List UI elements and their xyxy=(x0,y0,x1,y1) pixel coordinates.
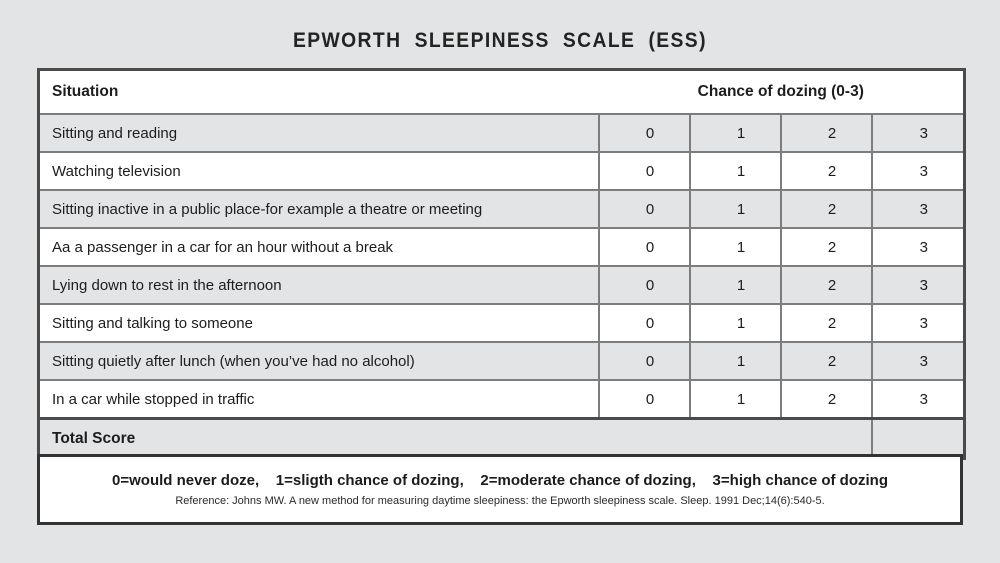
table-row xyxy=(39,380,965,419)
option-cell[interactable]: 0 xyxy=(599,114,690,152)
table-row xyxy=(39,342,965,380)
option-cell[interactable]: 1 xyxy=(690,152,781,190)
table-row xyxy=(39,266,965,304)
option-cell[interactable]: 0 xyxy=(599,304,690,342)
situation-cell: Sitting and reading xyxy=(39,114,599,152)
option-cell[interactable]: 2 xyxy=(781,152,872,190)
option-cell[interactable]: 2 xyxy=(781,114,872,152)
option-cell[interactable]: 3 xyxy=(872,380,965,419)
option-cell[interactable]: 2 xyxy=(781,266,872,304)
option-cell[interactable]: 3 xyxy=(872,190,965,228)
option-cell[interactable]: 1 xyxy=(690,266,781,304)
option-cell[interactable]: 3 xyxy=(872,342,965,380)
option-cell[interactable]: 1 xyxy=(690,190,781,228)
score-legend: 0=would never doze, 1=sligth chance of dozing, 2=moderate chance of dozing, 3=high chance of dozing xyxy=(112,472,888,489)
option-cell[interactable]: 3 xyxy=(872,304,965,342)
situation-cell: Sitting inactive in a public place-for example a theatre or meeting xyxy=(39,190,599,228)
situation-cell: Lying down to rest in the afternoon xyxy=(39,266,599,304)
reference-citation: Reference: Johns MW. A new method for measuring daytime sleepiness: the Epworth sleepiness scale. Sleep. 1991 Dec;14(6):540-5. xyxy=(175,495,825,507)
option-cell[interactable]: 2 xyxy=(781,304,872,342)
situation-cell: Watching television xyxy=(39,152,599,190)
total-score-value-cell[interactable] xyxy=(872,419,965,459)
option-cell[interactable]: 3 xyxy=(872,114,965,152)
table-row xyxy=(39,114,965,152)
table-row xyxy=(39,304,965,342)
option-cell[interactable]: 2 xyxy=(781,342,872,380)
option-cell[interactable]: 3 xyxy=(872,228,965,266)
ess-table xyxy=(37,68,966,460)
header-row xyxy=(39,70,965,115)
situation-header: Situation xyxy=(39,70,599,115)
option-cell[interactable]: 0 xyxy=(599,152,690,190)
option-cell[interactable]: 3 xyxy=(872,266,965,304)
option-cell[interactable]: 1 xyxy=(690,380,781,419)
situation-cell: Aa a passenger in a car for an hour without a break xyxy=(39,228,599,266)
chance-of-dozing-header: Chance of dozing (0-3) xyxy=(599,70,965,115)
situation-cell: Sitting and talking to someone xyxy=(39,304,599,342)
situation-cell: Sitting quietly after lunch (when you’ve had no alcohol) xyxy=(39,342,599,380)
legend-box xyxy=(37,454,963,525)
option-cell[interactable]: 1 xyxy=(690,114,781,152)
total-score-row xyxy=(39,419,965,459)
option-cell[interactable]: 3 xyxy=(872,152,965,190)
option-cell[interactable]: 2 xyxy=(781,190,872,228)
table-row xyxy=(39,190,965,228)
option-cell[interactable]: 2 xyxy=(781,380,872,419)
option-cell[interactable]: 0 xyxy=(599,266,690,304)
option-cell[interactable]: 0 xyxy=(599,190,690,228)
option-cell[interactable]: 1 xyxy=(690,342,781,380)
option-cell[interactable]: 0 xyxy=(599,342,690,380)
table-row xyxy=(39,228,965,266)
option-cell[interactable]: 0 xyxy=(599,228,690,266)
option-cell[interactable]: 0 xyxy=(599,380,690,419)
situation-cell: In a car while stopped in traffic xyxy=(39,380,599,419)
page-title: EPWORTH SLEEPINESS SCALE (ESS) xyxy=(293,29,707,52)
option-cell[interactable]: 2 xyxy=(781,228,872,266)
table-row xyxy=(39,152,965,190)
option-cell[interactable]: 1 xyxy=(690,304,781,342)
option-cell[interactable]: 1 xyxy=(690,228,781,266)
total-score-label: Total Score xyxy=(39,419,872,459)
